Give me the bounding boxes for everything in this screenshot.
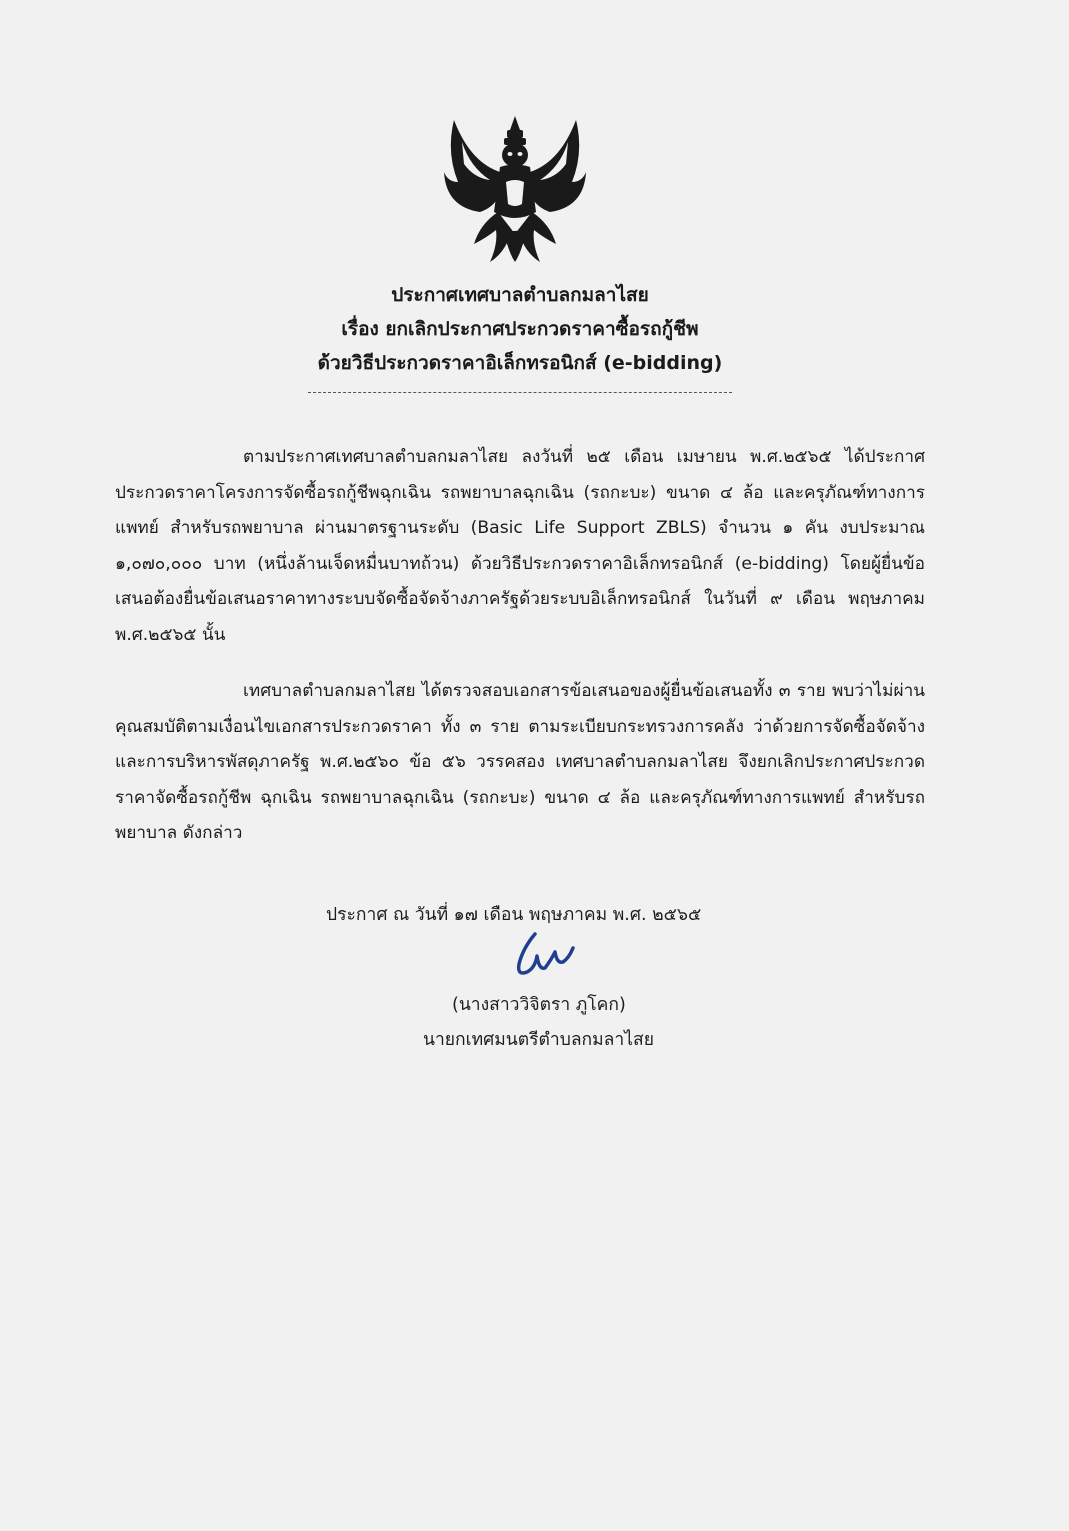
handwritten-signature [505, 930, 595, 990]
header-divider [308, 392, 732, 393]
announcement-header [200, 278, 840, 380]
announcement-method: ด้วยวิธีประกวดราคาอิเล็กทรอนิกส์ (e-bidding) [317, 352, 723, 374]
paragraph-1 [115, 440, 925, 653]
signer-title: นายกเทศมนตรีตำบลกมลาไสย [423, 1030, 654, 1050]
garuda-emblem-icon [440, 112, 590, 272]
signer-name: (นางสาววิจิตรา ภูโคก) [452, 995, 626, 1015]
announcement-date: ประกาศ ณ วันที่ ๑๗ เดือน พฤษภาคม พ.ศ. ๒๕๖๕ [326, 905, 702, 925]
announcement-title: ประกาศเทศบาลตำบลกมลาไสย [391, 284, 649, 306]
paragraph-2-text: เทศบาลตำบลกมลาไสย ได้ตรวจสอบเอกสารข้อเสนอของผู้ยื่นข้อเสนอทั้ง ๓ ราย พบว่าไม่ผ่านคุณสมบัติตามเงื่อนไขเอกสารประกวดราคา ทั้ง ๓ ราย ตามระเบียบกระทรวงการคลัง ว่าด้วยการจัดซื้อจัดจ้างและการบริหารพัสดุภาครัฐ พ.ศ.๒๕๖๐ ข้อ ๕๖ วรรคสอง เทศบาลตำบลกมลาไสย จึงยกเลิกประกาศประกวดราคาจัดซื้อรถกู้ชีพ ฉุกเฉิน รถพยาบาลฉุกเฉิน (รถกะบะ) ขนาด ๔ ล้อ และครุภัณฑ์ทางการแพทย์ สำหรับรถพยาบาล ดังกล่าว [115, 681, 925, 843]
paragraph-1-text: ตามประกาศเทศบาลตำบลกมลาไสย ลงวันที่ ๒๕ เดือน เมษายน พ.ศ.๒๕๖๕ ได้ประกาศประกวดราคาโครงการจัดซื้อรถกู้ชีพฉุกเฉิน รถพยาบาลฉุกเฉิน (รถกะบะ) ขนาด ๔ ล้อ และครุภัณฑ์ทางการแพทย์ สำหรับรถพยาบาล ผ่านมาตรฐานระดับ (Basic Life Support ZBLS) จำนวน ๑ คัน งบประมาณ ๑,๐๗๐,๐๐๐ บาท (หนึ่งล้านเจ็ดหมื่นบาทถ้วน) ด้วยวิธีประกวดราคาอิเล็กทรอนิกส์ (e-bidding) โดยผู้ยื่นข้อเสนอต้องยื่นข้อเสนอราคาทางระบบจัดซื้อจัดจ้างภาครัฐด้วยระบบอิเล็กทรอนิกส์ ในวันที่ ๙ เดือน พฤษภาคม พ.ศ.๒๕๖๕ นั้น [115, 447, 925, 645]
paragraph-2 [115, 674, 925, 852]
announcement-subject: เรื่อง ยกเลิกประกาศประกวดราคาซื้อรถกู้ชีพ [341, 318, 699, 340]
